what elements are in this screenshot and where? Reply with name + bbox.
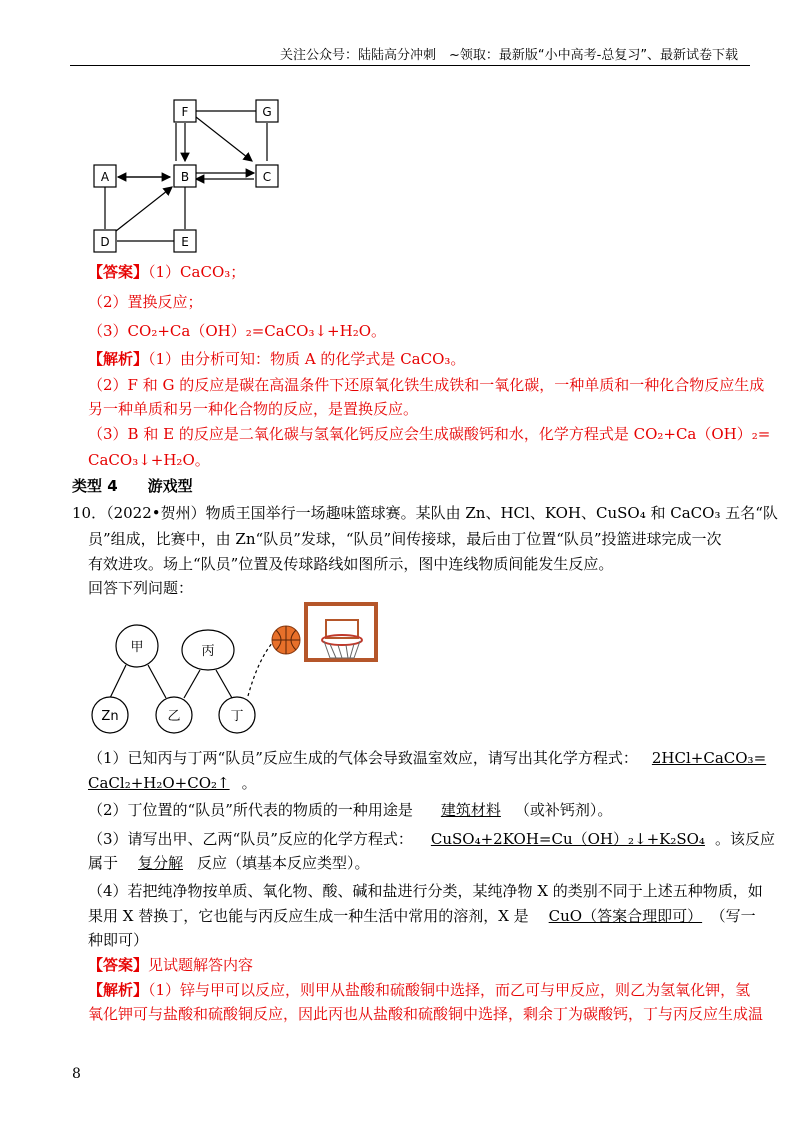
answer-blank: CuSO₄+2KOH=Cu（OH）₂↓+K₂SO₄: [430, 830, 705, 848]
subquestion-text: 属于: [88, 854, 119, 872]
answer-block-2: [88, 955, 253, 975]
page-number: 8: [72, 1066, 81, 1082]
question-line: 员”组成，比赛中，由 Zn“队员”发球，“队员”间传接球，最后由丁位置“队员”投篮进球完成一次: [88, 530, 722, 548]
analysis-block-2: [88, 980, 750, 1000]
answer-line: （1）CaCO₃；: [148, 263, 246, 281]
basketball-icon: [272, 626, 300, 654]
subquestion-text: 果用 X 替换丁，它也能与丙反应生成一种生活中常用的溶剂，X 是: [88, 907, 529, 925]
subquestion-2: [88, 800, 612, 820]
subquestion-text: （写一: [718, 907, 756, 925]
answer-block-1: [88, 262, 245, 282]
basketball-hoop-icon: [306, 604, 376, 660]
answer-tag: 【答案】: [88, 956, 149, 974]
subquestion-4-cont: [88, 906, 756, 926]
answer-blank: 建筑材料: [440, 801, 501, 819]
subquestion-text: （3）请写出甲、乙两“队员”反应的化学方程式：: [88, 830, 413, 848]
analysis-line: （1）锌与甲可以反应，则甲从盐酸和硫酸铜中选择，而乙可与甲反应，则乙为氢氧化钾，氢: [148, 981, 751, 999]
subquestion-4-cont: 种即可）: [88, 931, 149, 949]
analysis-line: （2）F 和 G 的反应是碳在高温条件下还原氧化铁生成铁和一氧化碳，一种单质和一种化合物反应生成: [88, 376, 765, 394]
node-label-b: B: [180, 170, 190, 184]
subquestion-4: （4）若把纯净物按单质、氧化物、酸、碱和盐进行分类，某纯净物 X 的类别不同于上述五种物质，如: [88, 882, 763, 900]
basketball-diagram: [88, 600, 388, 740]
subquestion-1-cont: [88, 773, 257, 793]
analysis-line: 氧化钾可与盐酸和硫酸铜反应，因此丙也从盐酸和硫酸铜中选择，剩余丁为碳酸钙，丁与丙反应生成温: [88, 1005, 764, 1023]
question-line: 回答下列问题：: [88, 579, 194, 597]
node-label-zn: Zn: [101, 709, 119, 724]
node-label-jia: 甲: [130, 640, 144, 655]
subquestion-text: 。该反应: [714, 830, 775, 848]
page-header: 关注公众号：陆陆高分冲刺 ~领取：最新版“小中高考-总复习”、最新试卷下载: [280, 48, 739, 63]
subquestion-text: （2）丁位置的“队员”所代表的物质的一种用途是: [88, 801, 413, 819]
answer-line: （2）置换反应；: [88, 293, 203, 311]
node-label-f: F: [181, 105, 189, 119]
answer-line: （3）CO₂+Ca（OH）₂=CaCO₃↓+H₂O。: [88, 322, 387, 340]
relation-diagram: [88, 95, 288, 255]
analysis-line: CaCO₃↓+H₂O。: [88, 451, 210, 469]
question-line: 10．（2022•贺州）物质王国举行一场趣味篮球赛。某队由 Zn、HCl、KOH、CuSO₄ 和 CaCO₃ 五名“队: [72, 504, 778, 522]
analysis-line: （1）由分析可知：物质 A 的化学式是 CaCO₃。: [148, 350, 466, 368]
node-label-d: D: [100, 235, 110, 249]
node-label-e: E: [181, 235, 189, 249]
subquestion-1: [88, 748, 766, 768]
analysis-tag: 【解析】: [88, 350, 149, 368]
subquestion-text: 。: [241, 774, 257, 792]
question-line: 有效进攻。场上“队员”位置及传球路线如图所示，图中连线物质间能发生反应。: [88, 555, 614, 573]
node-label-c: C: [262, 170, 272, 184]
answer-blank: CaCl₂+H₂O+CO₂↑: [88, 774, 230, 792]
node-label-g: G: [262, 105, 272, 119]
subquestion-text: 反应（填基本反应类型）。: [197, 854, 370, 872]
analysis-line: （3）B 和 E 的反应是二氧化碳与氢氧化钙反应会生成碳酸钙和水，化学方程式是 CO₂+Ca（OH）₂=: [88, 425, 771, 443]
node-label-ding: 丁: [230, 709, 244, 724]
subquestion-3-cont: [88, 853, 370, 873]
answer-blank: 复分解: [138, 854, 184, 872]
answer-blank: CuO（答案合理即可）: [548, 907, 703, 925]
section-heading: 类型 4 游戏型: [72, 477, 193, 495]
answer-tag: 【答案】: [88, 263, 149, 281]
header-divider: [70, 65, 750, 66]
analysis-block-1: [88, 349, 465, 369]
subquestion-3: [88, 829, 775, 849]
analysis-line: 另一种单质和另一种化合物的反应，是置换反应。: [88, 400, 419, 418]
subquestion-text: （1）已知丙与丁两“队员”反应生成的气体会导致温室效应，请写出其化学方程式：: [88, 749, 638, 767]
analysis-tag: 【解析】: [88, 981, 149, 999]
subquestion-text: （或补钙剂）。: [514, 801, 613, 819]
node-label-bing: 丙: [201, 644, 215, 659]
answer-blank: 2HCl+CaCO₃=: [651, 749, 767, 767]
answer-line: 见试题解答内容: [148, 956, 254, 974]
node-label-a: A: [100, 170, 110, 184]
node-label-yi: 乙: [167, 709, 181, 724]
